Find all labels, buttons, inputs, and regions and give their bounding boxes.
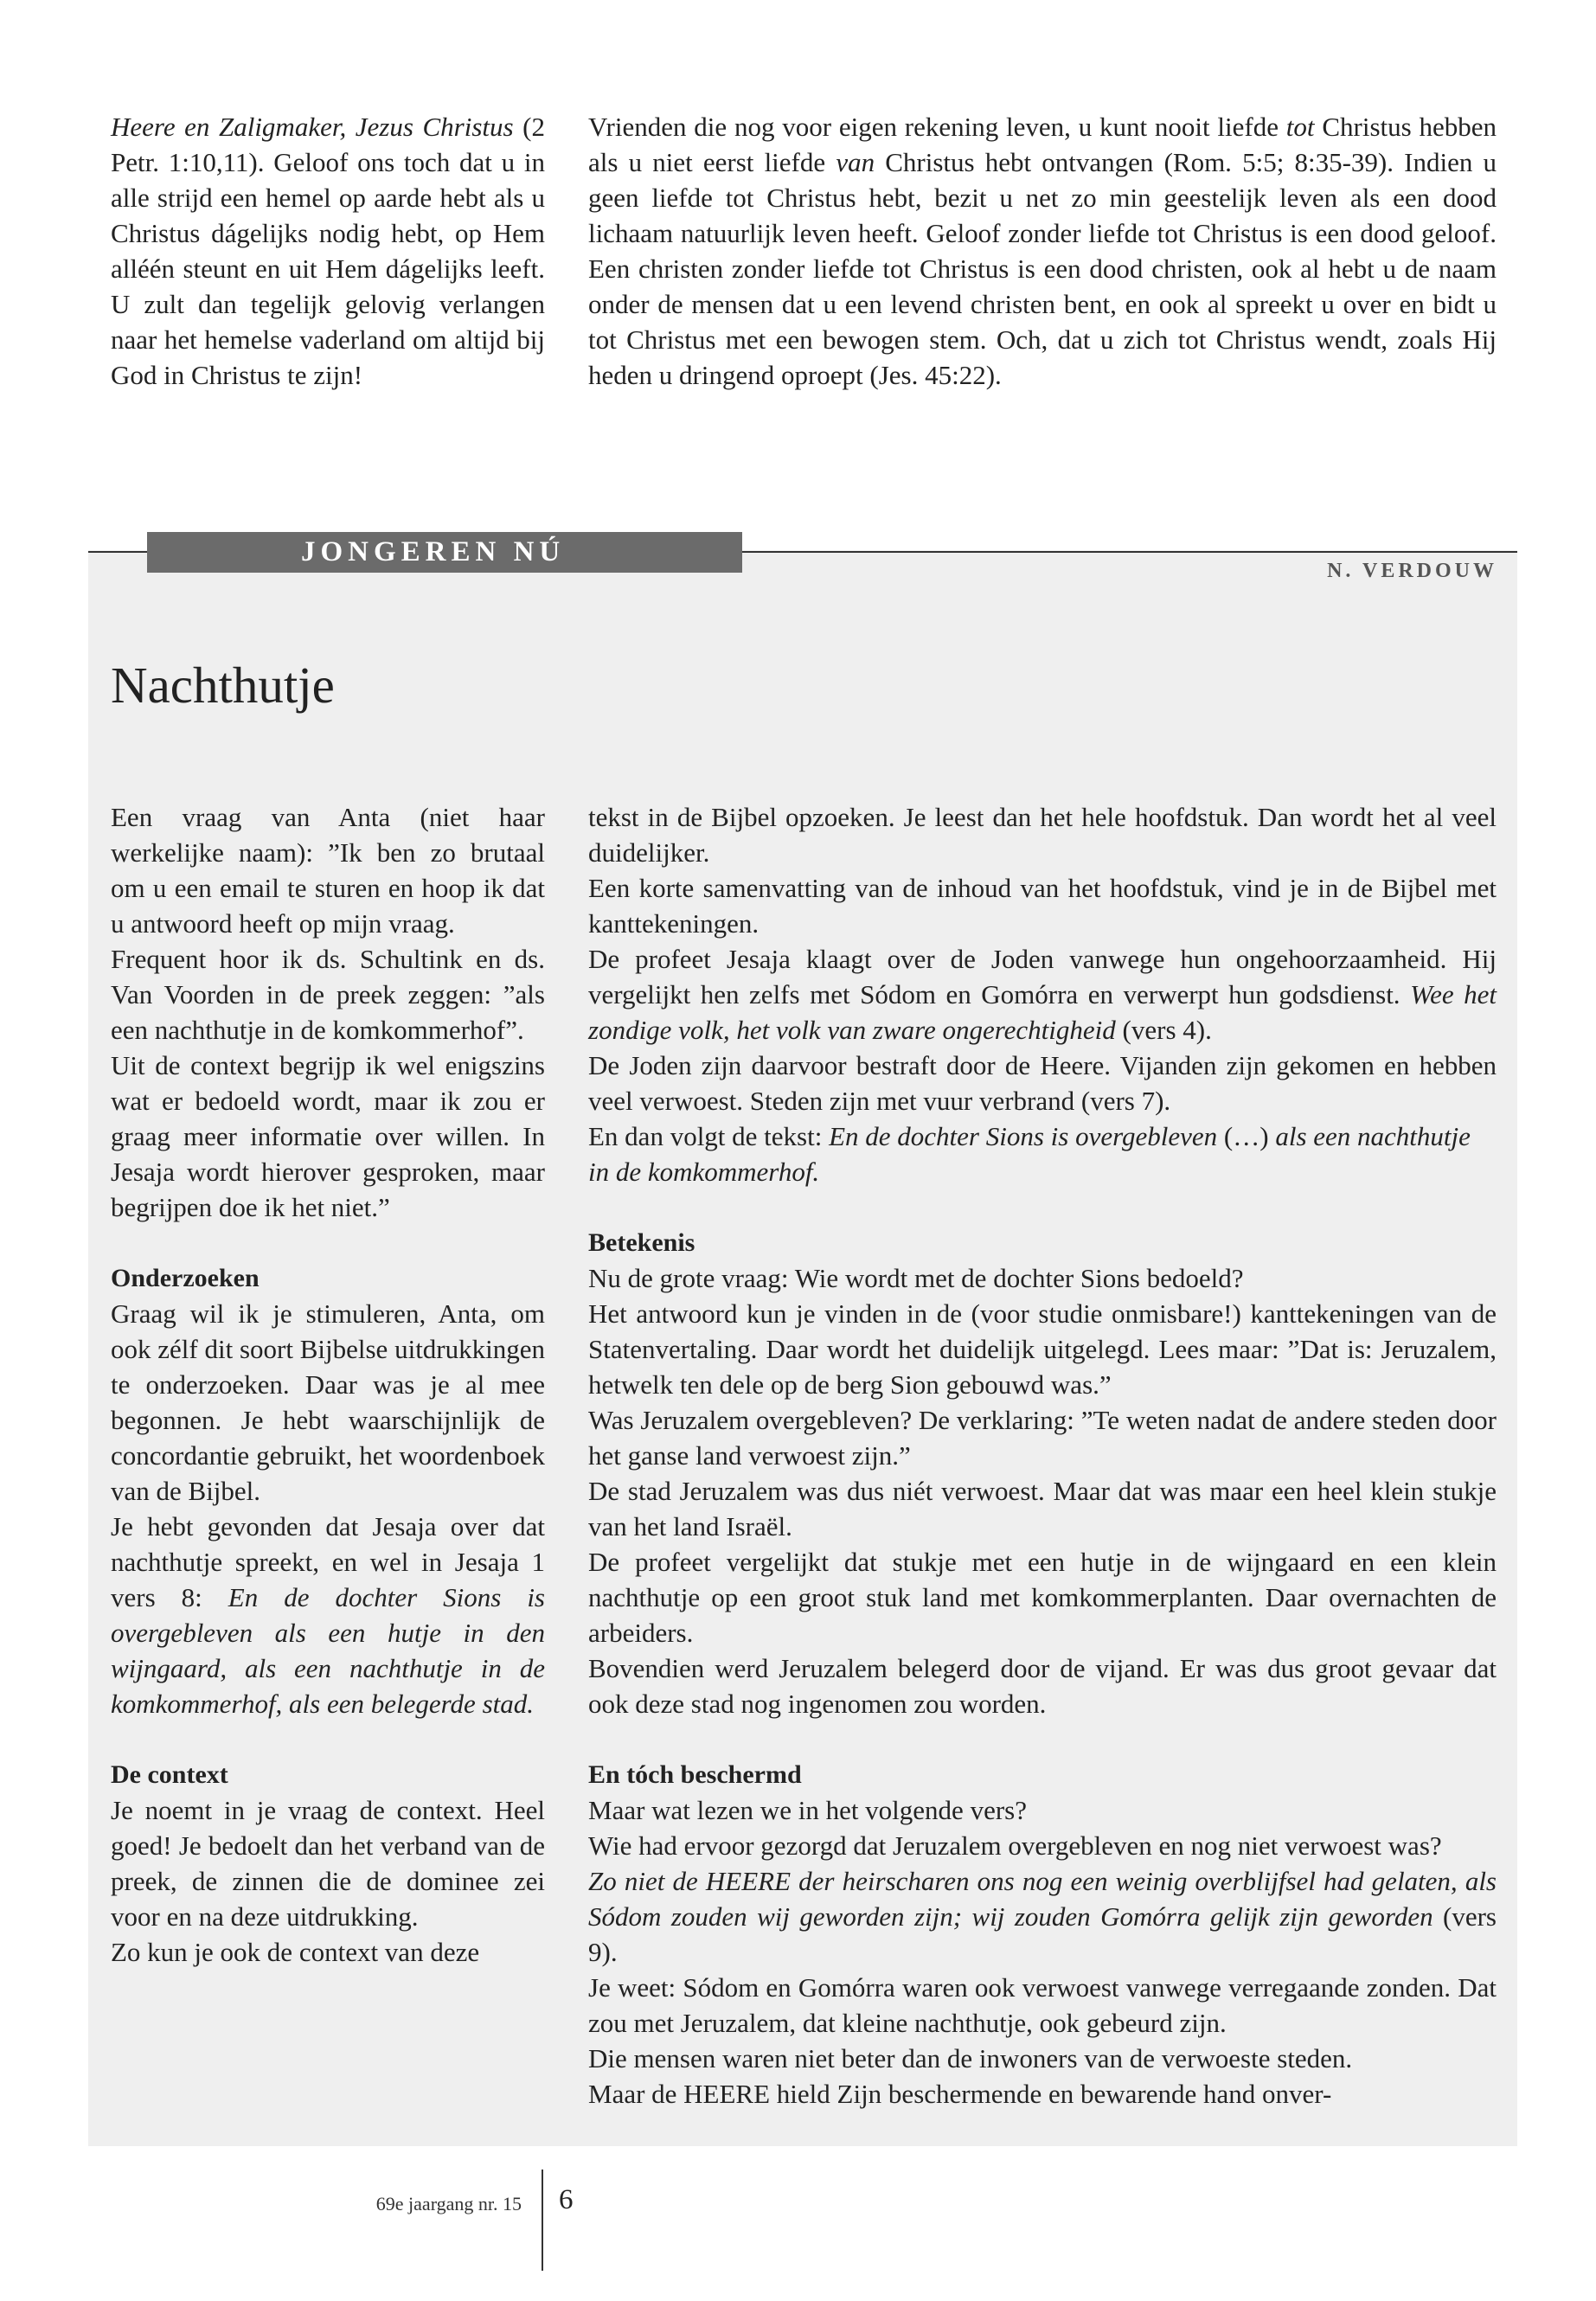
paragraph: Bovendien werd Jeruzalem belegerd door de vijand. Er was dus groot gevaar dat ook deze stad nog ingenomen zou worden. <box>588 1653 1497 1719</box>
paragraph <box>588 1118 1497 1189</box>
top-right-column <box>588 109 1497 393</box>
paragraph: Zo kun je ook de context van deze <box>111 1937 480 1967</box>
article-title: Nachthutje <box>111 657 335 714</box>
text-run: De profeet Jesaja klaagt over de Joden vanwege hun ongehoorzaamheid. Hij vergelijkt hen zelfs met Sódom en Gomórra en verwerpt hun godsdienst. <box>588 944 1497 1009</box>
top-left-column <box>111 109 545 393</box>
text-run: (…) <box>1217 1121 1276 1151</box>
paragraph: Je noemt in je vraag de context. Heel goed! Je bedoelt dan het verband van de preek, de zinnen die de dominee zei voor en na deze uitdrukking. <box>111 1795 545 1932</box>
paragraph: tekst in de Bijbel opzoeken. Je leest dan het hele hoofdstuk. Dan wordt het al veel duidelijker. <box>588 802 1497 868</box>
paragraph: Nu de grote vraag: Wie wordt met de dochter Sions bedoeld? <box>588 1263 1244 1293</box>
paragraph: Maar de HEERE hield Zijn beschermende en bewarende hand onver- <box>588 2079 1332 2109</box>
paragraph <box>588 1863 1497 1970</box>
italic-word: van <box>836 147 875 177</box>
bible-quote: En de dochter Sions is overgebleven als een hutje in den wijngaard, als een nachthutje in de komkommerhof, als een belegerde stad. <box>111 1582 545 1719</box>
bible-quote: Wee het zondige volk, het volk van zware ongerechtigheid <box>588 979 1497 1045</box>
subheading-betekenis: Betekenis <box>588 1228 695 1257</box>
paragraph: Een korte samenvatting van de inhoud van het hoofdstuk, vind je in de Bijbel met kanttekeningen. <box>588 873 1497 939</box>
subheading-de-context: De context <box>111 1760 228 1789</box>
paragraph: Een vraag van Anta (niet haar werkelijke naam): ”Ik ben zo brutaal om u een email te sturen en hoop ik dat u antwoord heeft op mijn vraag. <box>111 802 545 939</box>
article-left-column <box>111 799 545 1970</box>
text-run: (2 Petr. 1:10,11). Geloof ons toch dat u in alle strijd een hemel op aarde hebt als u Christus dágelijks nodig hebt, op Hem alléén steunt en uit Hem dágelijks leeft. U zult dan tegelijk gelovig verlangen naar het hemelse vaderland om altijd bij God in Christus te zijn! <box>111 112 545 390</box>
italic-phrase: Heere en Zaligmaker, Jezus Christus <box>111 112 514 142</box>
text-run: En dan volgt de tekst: <box>588 1121 830 1151</box>
section-label: JONGEREN NÚ <box>147 532 742 573</box>
paragraph: Was Jeruzalem overgebleven? De verklaring: ”Te weten nadat de andere steden door het ganse land verwoest zijn.” <box>588 1405 1497 1471</box>
bible-quote: En de dochter Sions is overgebleven <box>829 1121 1218 1151</box>
text-run: Je hebt gevonden dat Jesaja over dat nachthutje spreekt, en wel in Jesaja 1 vers 8: <box>111 1511 545 1612</box>
paragraph <box>111 1509 545 1721</box>
subheading-en-toch-beschermd: En tóch beschermd <box>588 1760 802 1789</box>
footer-divider <box>542 2170 543 2271</box>
paragraph: Die mensen waren niet beter dan de inwoners van de verwoeste steden. <box>588 2043 1353 2073</box>
paragraph: Het antwoord kun je vinden in de (voor studie onmisbare!) kanttekeningen van de Statenvertaling. Daar wordt het duidelijk uitgelegd. Lees maar: ”Dat is: Jeruzalem, hetwelk ten dele op de berg Sion gebouwd was.” <box>588 1298 1497 1400</box>
paragraph: De Joden zijn daarvoor bestraft door de Heere. Vijanden zijn gekomen en hebben veel verwoest. Steden zijn met vuur verbrand (vers 7). <box>588 1050 1497 1116</box>
paragraph: De stad Jeruzalem was dus niét verwoest. Maar dat was maar een heel klein stukje van het land Israël. <box>588 1476 1497 1541</box>
top-left-paragraph <box>111 109 545 393</box>
text-run: Christus hebt ontvangen (Rom. 5:5; 8:35-39). Indien u geen liefde tot Christus hebt, bezit u net zo min geestelijk leven als een dood lichaam natuurlijk leven heeft. Geloof zonder liefde tot Christus is een dood geloof. Een christen zonder liefde tot Christus is een dood christen, ook al hebt u de naam onder de mensen dat u een levend christen bent, en ook al spreekt u over en bidt u tot Christus met een bewogen stem. Och, dat u zich tot Christus wendt, zoals Hij heden u dringend oproept (Jes. 45:22). <box>588 147 1497 390</box>
author-name: N. VERDOUW <box>1327 560 1497 582</box>
text-run: Christus hebben als u niet eerst liefde <box>588 112 1497 177</box>
spacer <box>111 1721 545 1757</box>
spacer <box>111 1225 545 1260</box>
paragraph <box>588 941 1497 1048</box>
paragraph: Graag wil ik je stimuleren, Anta, om ook zélf dit soort Bijbelse uitdrukkingen te onderzoeken. Daar was je al mee begonnen. Je hebt waarschijnlijk de concordantie gebruikt, het woordenboek van de Bijbel. <box>111 1298 545 1506</box>
text-run: (vers 9). <box>588 1901 1497 1967</box>
paragraph: Uit de context begrijp ik wel enigszins wat er bedoeld wordt, maar ik zou er graag meer informatie over willen. In Jesaja wordt hierover gesproken, maar begrijpen doe ik het niet.” <box>111 1050 545 1222</box>
paragraph: Wie had ervoor gezorgd dat Jeruzalem overgebleven en nog niet verwoest was? <box>588 1830 1442 1861</box>
spacer <box>588 1189 1497 1225</box>
text-run: Vrienden die nog voor eigen rekening leven, u kunt nooit liefde <box>588 112 1286 142</box>
subheading-onderzoeken: Onderzoeken <box>111 1264 260 1292</box>
paragraph: Frequent hoor ik ds. Schultink en ds. Van Voorden in de preek zeggen: ”als een nachthutje in de komkommerhof”. <box>111 944 545 1045</box>
paragraph: Maar wat lezen we in het volgende vers? <box>588 1795 1027 1825</box>
paragraph: Je weet: Sódom en Gomórra waren ook verwoest vanwege verregaande zonden. Dat zou met Jeruzalem, dat kleine nachthutje, ook gebeurd zijn. <box>588 1972 1497 2038</box>
page-number: 6 <box>559 2184 574 2215</box>
article-right-column <box>588 799 1497 2112</box>
top-right-paragraph <box>588 109 1497 393</box>
bible-quote: Zo niet de HEERE der heirscharen ons nog een weinig overblijfsel had gelaten, als Sódom zouden wij geworden zijn; wij zouden Gomórra gelijk zijn geworden <box>588 1866 1497 1932</box>
spacer <box>588 1721 1497 1757</box>
paragraph: De profeet vergelijkt dat stukje met een hutje in de wijngaard en een klein nachthutje op een groot stuk land met komkommerplanten. Daar overnachten de arbeiders. <box>588 1547 1497 1648</box>
issue-info: 69e jaargang nr. 15 <box>375 2193 522 2214</box>
text-run: (vers 4). <box>1115 1015 1212 1045</box>
bible-quote: als een nachthutje in de komkommerhof. <box>588 1121 1471 1187</box>
italic-word: tot <box>1285 112 1315 142</box>
